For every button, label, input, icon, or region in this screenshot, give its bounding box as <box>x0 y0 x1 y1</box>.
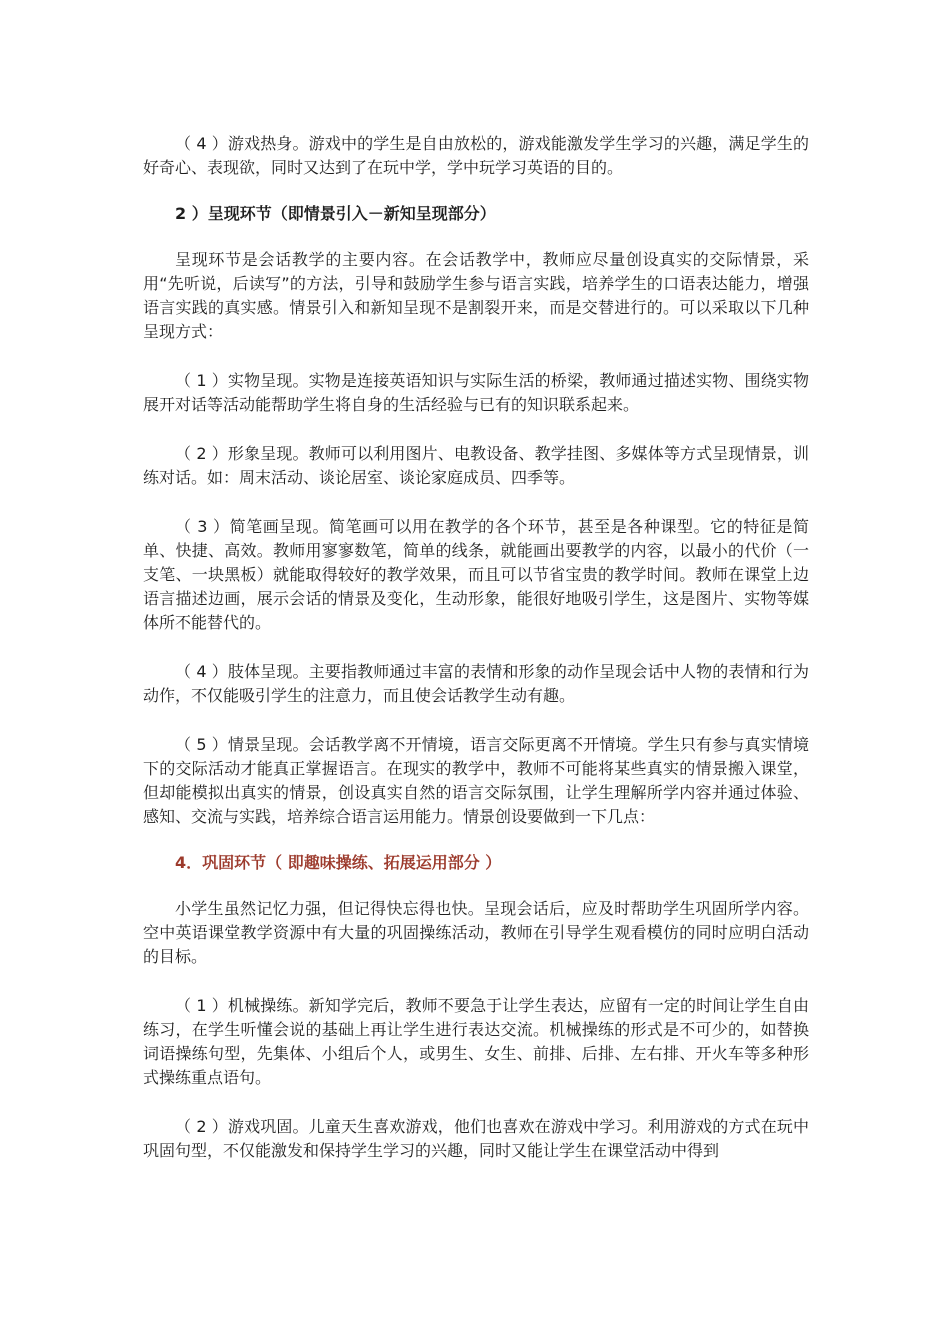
paragraph-object-presentation: （ 1 ）实物呈现。实物是连接英语知识与实际生活的桥梁，教师通过描述实物、围绕实物展开对话等活动能帮助学生将自身的生活经验与已有的知识联系起来。 <box>143 371 809 414</box>
paragraph-presentation-intro: 呈现环节是会话教学的主要内容。在会话教学中，教师应尽量创设真实的交际情景，采用“先听说，后读写”的方法，引导和鼓励学生参与语言实践，培养学生的口语表达能力，增强语言实践的真实感。情景引入和新知呈现不是割裂开来，而是交替进行的。可以采取以下几种呈现方式： <box>143 250 809 341</box>
paragraph-game-consolidation: （ 2 ）游戏巩固。儿童天生喜欢游戏，他们也喜欢在游戏中学习。利用游戏的方式在玩中巩固句型，不仅能激发和保持学生学习的兴趣，同时又能让学生在课堂活动中得到 <box>143 1117 809 1160</box>
paragraph-scene-presentation: （ 5 ）情景呈现。会话教学离不开情境，语言交际更离不开情境。学生只有参与真实情境下的交际活动才能真正掌握语言。在现实的教学中，教师不可能将某些真实的情景搬入课堂，但却能模拟出真实的情景，创设真实自然的语言交际氛围，让学生理解所学内容并通过体验、感知、交流与实践，培养综合语言运用能力。情景创设要做到一下几点： <box>143 735 809 826</box>
document-body <box>143 132 809 1163</box>
section-heading-consolidation: 4．巩固环节（ 即趣味操练、拓展运用部分 ） <box>175 853 502 872</box>
paragraph-game-warmup: （ 4 ）游戏热身。游戏中的学生是自由放松的，游戏能激发学生学习的兴趣，满足学生的好奇心、表现欲，同时又达到了在玩中学，学中玩学习英语的目的。 <box>143 134 809 177</box>
paragraph-mechanical-drill: （ 1 ）机械操练。新知学完后，教师不要急于让学生表达，应留有一定的时间让学生自由练习，在学生听懂会说的基础上再让学生进行表达交流。机械操练的形式是不可少的，如替换词语操练句型，先集体、小组后个人，或男生、女生、前排、后排、左右排、开火车等多种形式操练重点语句。 <box>143 996 809 1087</box>
paragraph-image-presentation: （ 2 ）形象呈现。教师可以利用图片、电教设备、教学挂图、多媒体等方式呈现情景，训练对话。如：周末活动、谈论居室、谈论家庭成员、四季等。 <box>143 444 809 487</box>
paragraph-body-presentation: （ 4 ）肢体呈现。主要指教师通过丰富的表情和形象的动作呈现会话中人物的表情和行为动作，不仅能吸引学生的注意力，而且使会话教学生动有趣。 <box>143 662 809 705</box>
section-heading-presentation: 2 ）呈现环节（即情景引入－新知呈现部分） <box>175 204 496 223</box>
paragraph-sketch-presentation: （ 3 ）简笔画呈现。简笔画可以用在教学的各个环节，甚至是各种课型。它的特征是简单、快捷、高效。教师用寥寥数笔，简单的线条，就能画出要教学的内容，以最小的代价（一支笔、一块黑板）就能取得较好的教学效果，而且可以节省宝贵的教学时间。教师在课堂上边语言描述边画，展示会话的情景及变化，生动形象，能很好地吸引学生，这是图片、实物等媒体所不能替代的。 <box>143 517 809 632</box>
paragraph-consolidation-intro: 小学生虽然记忆力强，但记得快忘得也快。呈现会话后，应及时帮助学生巩固所学内容。空中英语课堂教学资源中有大量的巩固操练活动，教师在引导学生观看模仿的同时应明白活动的目标。 <box>143 899 809 966</box>
